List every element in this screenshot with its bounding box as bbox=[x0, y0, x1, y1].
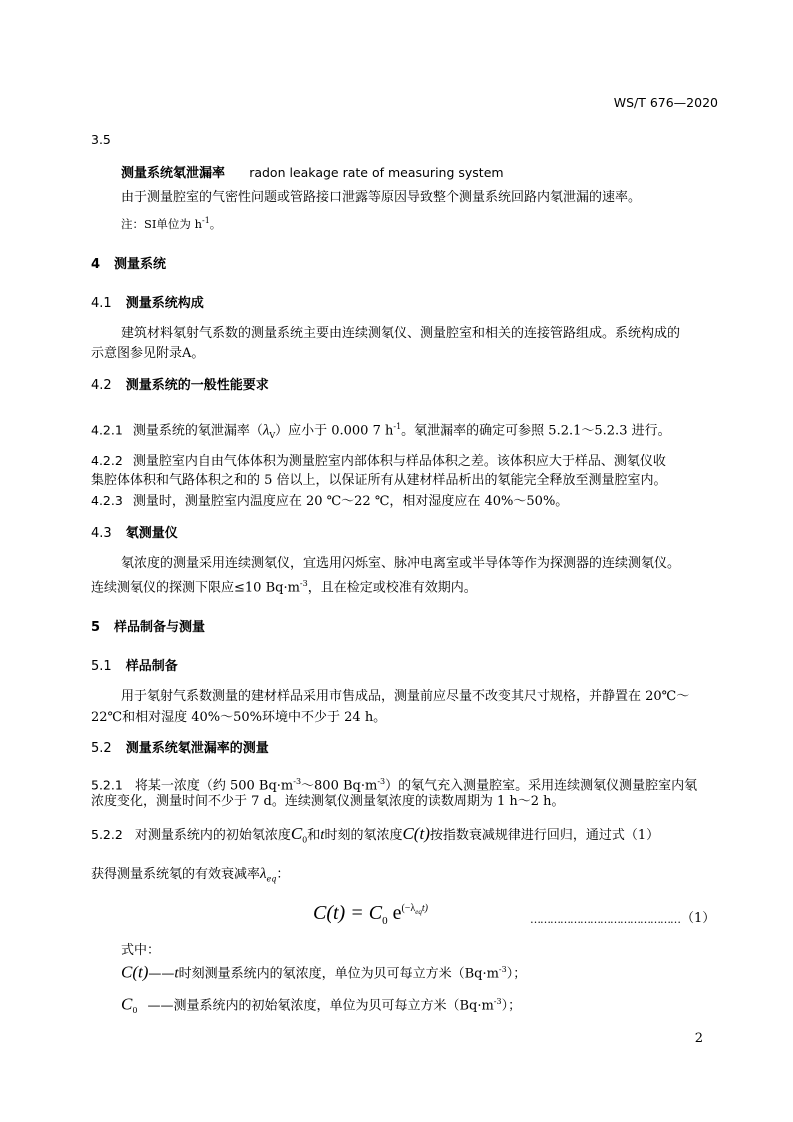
para-5-2-1-line-2: 浓度变化，测量时间不少于 7 d。连续测氡仪测量氡浓度的读数周期为 1 h～2 h。 bbox=[91, 794, 565, 809]
term-cn: 测量系统氡泄漏率 bbox=[121, 166, 226, 181]
term-3-5 bbox=[121, 162, 504, 182]
term-en: radon leakage rate of measuring system bbox=[249, 165, 504, 180]
para-5-2-1-line-1: 5.2.1 将某一浓度（约 500 $Bq\cdot m^{-3}\sim 800$ $Bq\cdot m^{-3}$）的氡气充入测量腔室。采用连续测氡仪测量腔室内氡 bbox=[91, 777, 698, 794]
clause-heading-5-1: 5.1 样品制备 bbox=[91, 659, 178, 674]
para-4-2-1: 4.2.1 测量系统的氡泄漏率$(\lambda_V)$应小于 0.000 7 $h^{-1}$。氡泄漏率的确定可参照 5.2.1～5.2.3 进行。 bbox=[91, 422, 671, 440]
para-4-2-2-line-1: 4.2.2 测量腔室内自由气体体积为测量腔室内部体积与样品体积之差。该体积应大于样品、测氡仪收 bbox=[91, 453, 666, 469]
note-3-5: 注：SI单位为 $h^{-1}$。 bbox=[121, 216, 222, 231]
para-4-3-line-1: 氡浓度的测量采用连续测氡仪，宜选用闪烁室、脉冲电离室或半导体等作为探测器的连续测氡仪。 bbox=[121, 556, 681, 571]
para-4-1-line-1: 建筑材料氡射气系数的测量系统主要由连续测氡仪、测量腔室和相关的连接管路组成。系统构成的 bbox=[121, 326, 681, 341]
clause-heading-4-3: 4.3 氡测量仪 bbox=[91, 526, 178, 541]
clause-number-3-5: 3.5 bbox=[91, 132, 111, 147]
clause-heading-4-2: 4.2 测量系统的一般性能要求 bbox=[91, 378, 269, 393]
formula-label: （1） bbox=[681, 911, 716, 926]
section-heading-4: 4 测量系统 bbox=[91, 257, 167, 272]
clause-heading-4-1: 4.1 测量系统构成 bbox=[91, 296, 204, 311]
where-label: 式中： bbox=[121, 943, 161, 958]
para-5-2-2-line-1: 5.2.2 对测量系统内的初始氡浓度$C_0$和t时刻的氡浓度C(t)按指数衰减规律进行回归，通过式（1） bbox=[91, 824, 660, 845]
para-4-1-line-2: 示意图参见附录A。 bbox=[91, 346, 205, 361]
page-number: 2 bbox=[694, 1031, 703, 1046]
para-5-1-line-2: 22℃和相对湿度 40%～50%环境中不少于 24 h。 bbox=[91, 710, 387, 725]
formula-leader-dots: ……………………………………… bbox=[530, 913, 680, 926]
definition-3-5: 由于测量腔室的气密性问题或管路接口泄露等原因导致整个测量系统回路内氡泄漏的速率。 bbox=[121, 190, 642, 205]
symbol-def-c0: $C_0$ ——测量系统内的初始氡浓度，单位为贝可每立方米$(Bq\cdot m^{-3})$； bbox=[121, 994, 522, 1015]
clause-heading-5-2: 5.2 测量系统氡泄漏率的测量 bbox=[91, 741, 269, 756]
para-5-2-2-line-2: 获得测量系统氡的有效衰减率$\lambda_{eq}$： bbox=[91, 866, 290, 884]
symbol-def-ct: C(t)——t时刻测量系统内的氡浓度，单位为贝可每立方米$(Bq\cdot m^{-3})$； bbox=[121, 962, 527, 982]
para-4-3-line-2: 连续测氡仪的探测下限应≤10 $Bq\cdot m^{-3}$，且在检定或校准有效期内。 bbox=[91, 579, 477, 596]
formula-1: $C(t) = C_0$ $e^{(-\lambda_{eq}t)}$ bbox=[313, 902, 428, 927]
section-heading-5: 5 样品制备与测量 bbox=[91, 620, 206, 635]
para-4-2-3: 4.2.3 测量时，测量腔室内温度应在 20 ℃～22 ℃，相对湿度应在 40%～50%。 bbox=[91, 493, 569, 509]
para-4-2-2-line-2: 集腔体体积和气路体积之和的 5 倍以上，以保证所有从建材样品析出的氡能完全释放至测量腔室内。 bbox=[91, 473, 667, 488]
para-5-1-line-1: 用于氡射气系数测量的建材样品采用市售成品，测量前应尽量不改变其尺寸规格，并静置在 20℃～ bbox=[121, 689, 690, 704]
standard-code: WS/T 676—2020 bbox=[613, 95, 718, 110]
